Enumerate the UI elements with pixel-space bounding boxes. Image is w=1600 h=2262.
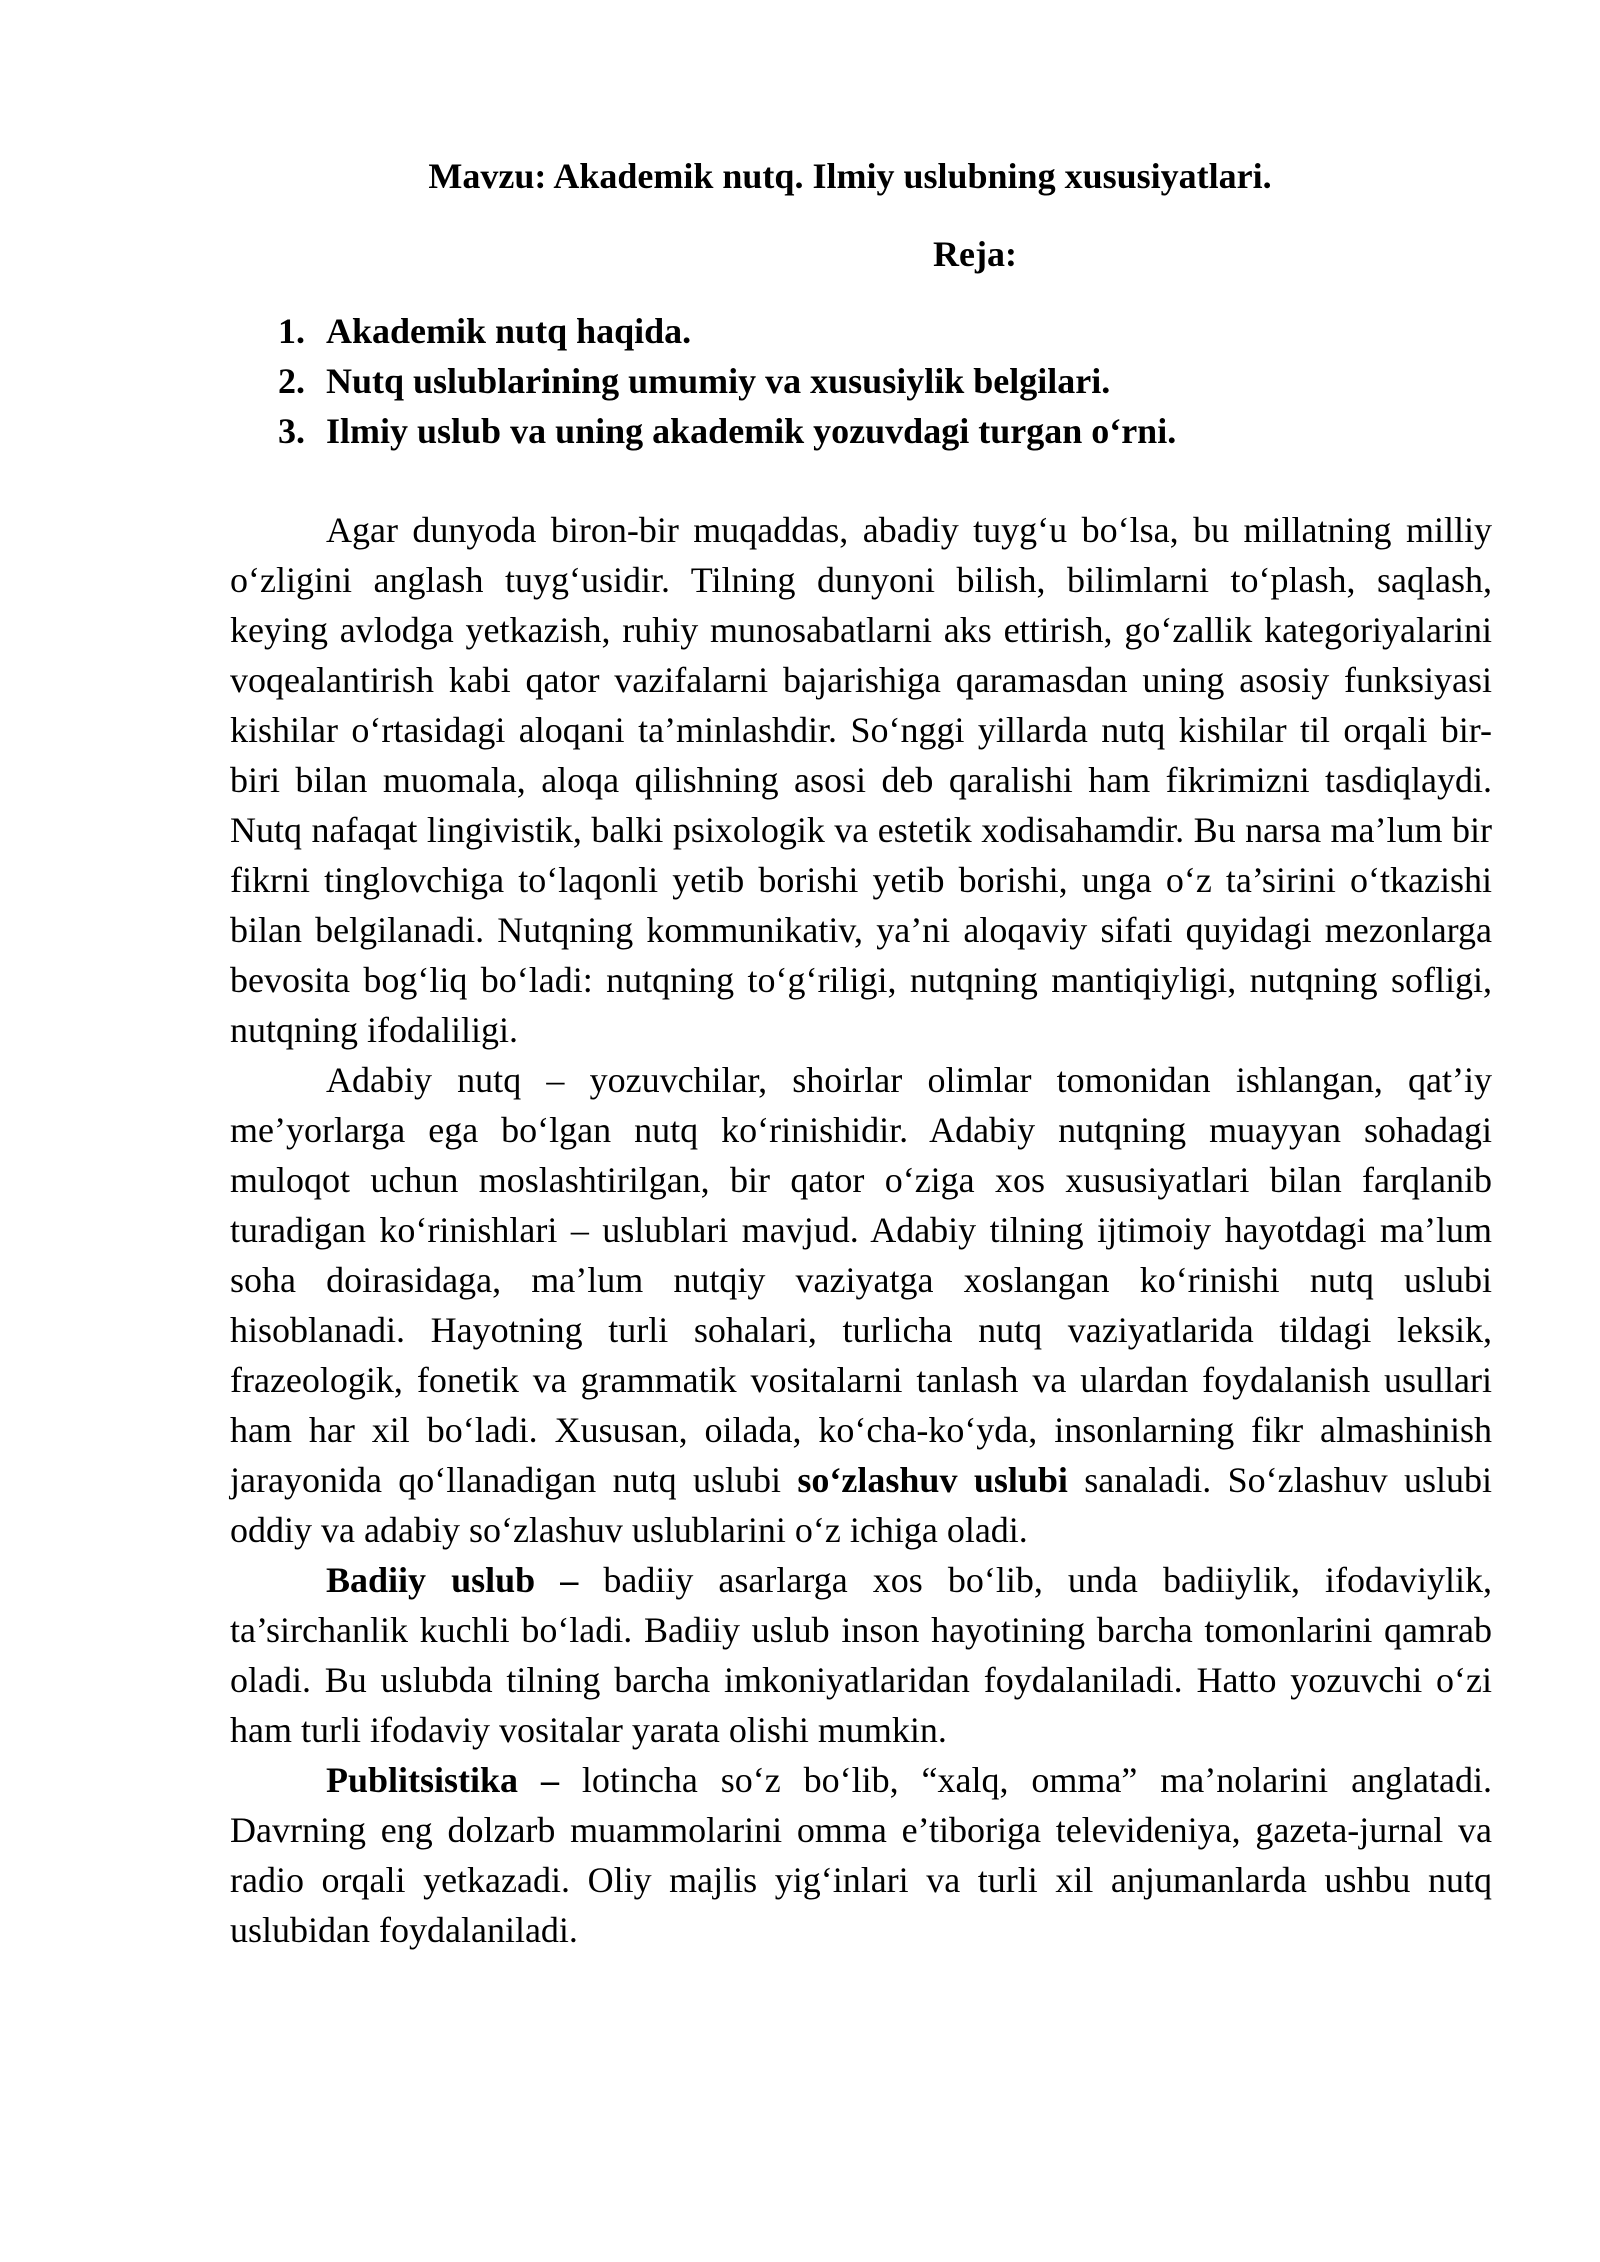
- paragraph-text: badiiy asarlarga xos bo‘lib, unda badiiylik, ifodaviylik, ta’sirchanlik kuchli bo‘ladi. Badiiy uslub inson hayotining barcha tomonlarini qamrab oladi. Bu uslubda tilning barcha imkoniyatlaridan foydalaniladi. Hatto yozuvchi o‘zi ham turli ifodaviy vositalar yarata olishi mumkin.: [230, 1560, 1492, 1750]
- document-body: [230, 505, 1492, 1955]
- plan-item-number: 2.: [278, 361, 305, 401]
- plan-item-text: Ilmiy uslub va uning akademik yozuvdagi turgan o‘rni.: [326, 411, 1177, 451]
- paragraph-text: Agar dunyoda biron-bir muqaddas, abadiy tuyg‘u bo‘lsa, bu millatning milliy o‘zligini anglash tuyg‘usidir. Tilning dunyoni bilish, bilimlarni to‘plash, saqlash, keying avlodga yetkazish, ruhiy munosabatlarni aks ettirish, go‘zallik kategoriyalarini voqealantirish kabi qator vazifalarni bajarishiga qaramasdan uning asosiy funksiyasi kishilar o‘rtasidagi aloqani ta’minlashdir. So‘nggi yillarda nutq kishilar til orqali bir-biri bilan muomala, aloqa qilishning asosi deb qaralishi ham fikrimizni tasdiqlaydi. Nutq nafaqat lingivistik, balki psixologik va estetik xodisahamdir. Bu narsa ma’lum bir fikrni tinglovchiga to‘laqonli yetib borishi yetib borishi, unga o‘z ta’sirini o‘tkazishi bilan belgilanadi. Nutqning kommunikativ, ya’ni aloqaviy sifati quyidagi mezonlarga bevosita bog‘liq bo‘ladi: nutqning to‘g‘riligi, nutqning mantiqiyligi, nutqning sofligi, nutqning ifodaliligi.: [230, 510, 1492, 1050]
- document-title: Mavzu: Akademik nutq. Ilmiy uslubning xususiyatlari.: [428, 156, 1272, 196]
- plan-item-number: 3.: [278, 411, 305, 451]
- body-paragraph: [230, 1555, 1492, 1755]
- plan-list: [230, 306, 1490, 456]
- bold-term: Badiiy uslub –: [326, 1560, 579, 1600]
- bold-term: so‘zlashuv uslubi: [797, 1460, 1068, 1500]
- paragraph-text: lotincha so‘z bo‘lib, “xalq, omma” ma’nolarini anglatadi. Davrning eng dolzarb muammolarini omma e’tiboriga televideniya, gazeta-jurnal va radio orqali yetkazadi. Oliy majlis yig‘inlari va turli xil anjumanlarda ushbu nutq uslubidan foydalaniladi.: [230, 1760, 1493, 1950]
- plan-item-number: 1.: [278, 311, 305, 351]
- plan-item: [230, 356, 1490, 406]
- body-paragraph: [230, 1755, 1492, 1955]
- paragraph-text: sanaladi. So‘zlashuv uslubi oddiy va adabiy so‘zlashuv uslublarini o‘z ichiga oladi.: [230, 1460, 1492, 1550]
- plan-item-text: Nutq uslublarining umumiy va xususiylik belgilari.: [326, 361, 1111, 401]
- body-paragraph: [230, 1055, 1492, 1555]
- plan-heading: Reja:: [933, 234, 1017, 274]
- plan-item: [230, 406, 1490, 456]
- bold-term: Publitsistika –: [326, 1760, 559, 1800]
- body-paragraph: [230, 505, 1492, 1055]
- paragraph-text: Adabiy nutq – yozuvchilar, shoirlar olimlar tomonidan ishlangan, qat’iy me’yorlarga ega bo‘lgan nutq ko‘rinishidir. Adabiy nutqning muayyan sohadagi muloqot uchun moslashtirilgan, bir qator o‘ziga xos xususiyatlari bilan farqlanib turadigan ko‘rinishlari – uslublari mavjud. Adabiy tilning ijtimoiy hayotdagi ma’lum soha doirasidaga, ma’lum nutqiy vaziyatga xoslangan ko‘rinishi nutq uslubi hisoblanadi. Hayotning turli sohalari, turlicha nutq vaziyatlarida tildagi leksik, frazeologik, fonetik va grammatik vositalarni tanlash va ulardan foydalanish usullari ham har xil bo‘ladi. Xususan, oilada, ko‘cha-ko‘yda, insonlarning fikr almashinish jarayonida qo‘llanadigan nutq uslubi: [230, 1060, 1492, 1500]
- plan-item-text: Akademik nutq haqida.: [326, 311, 692, 351]
- plan-item: [230, 306, 1490, 356]
